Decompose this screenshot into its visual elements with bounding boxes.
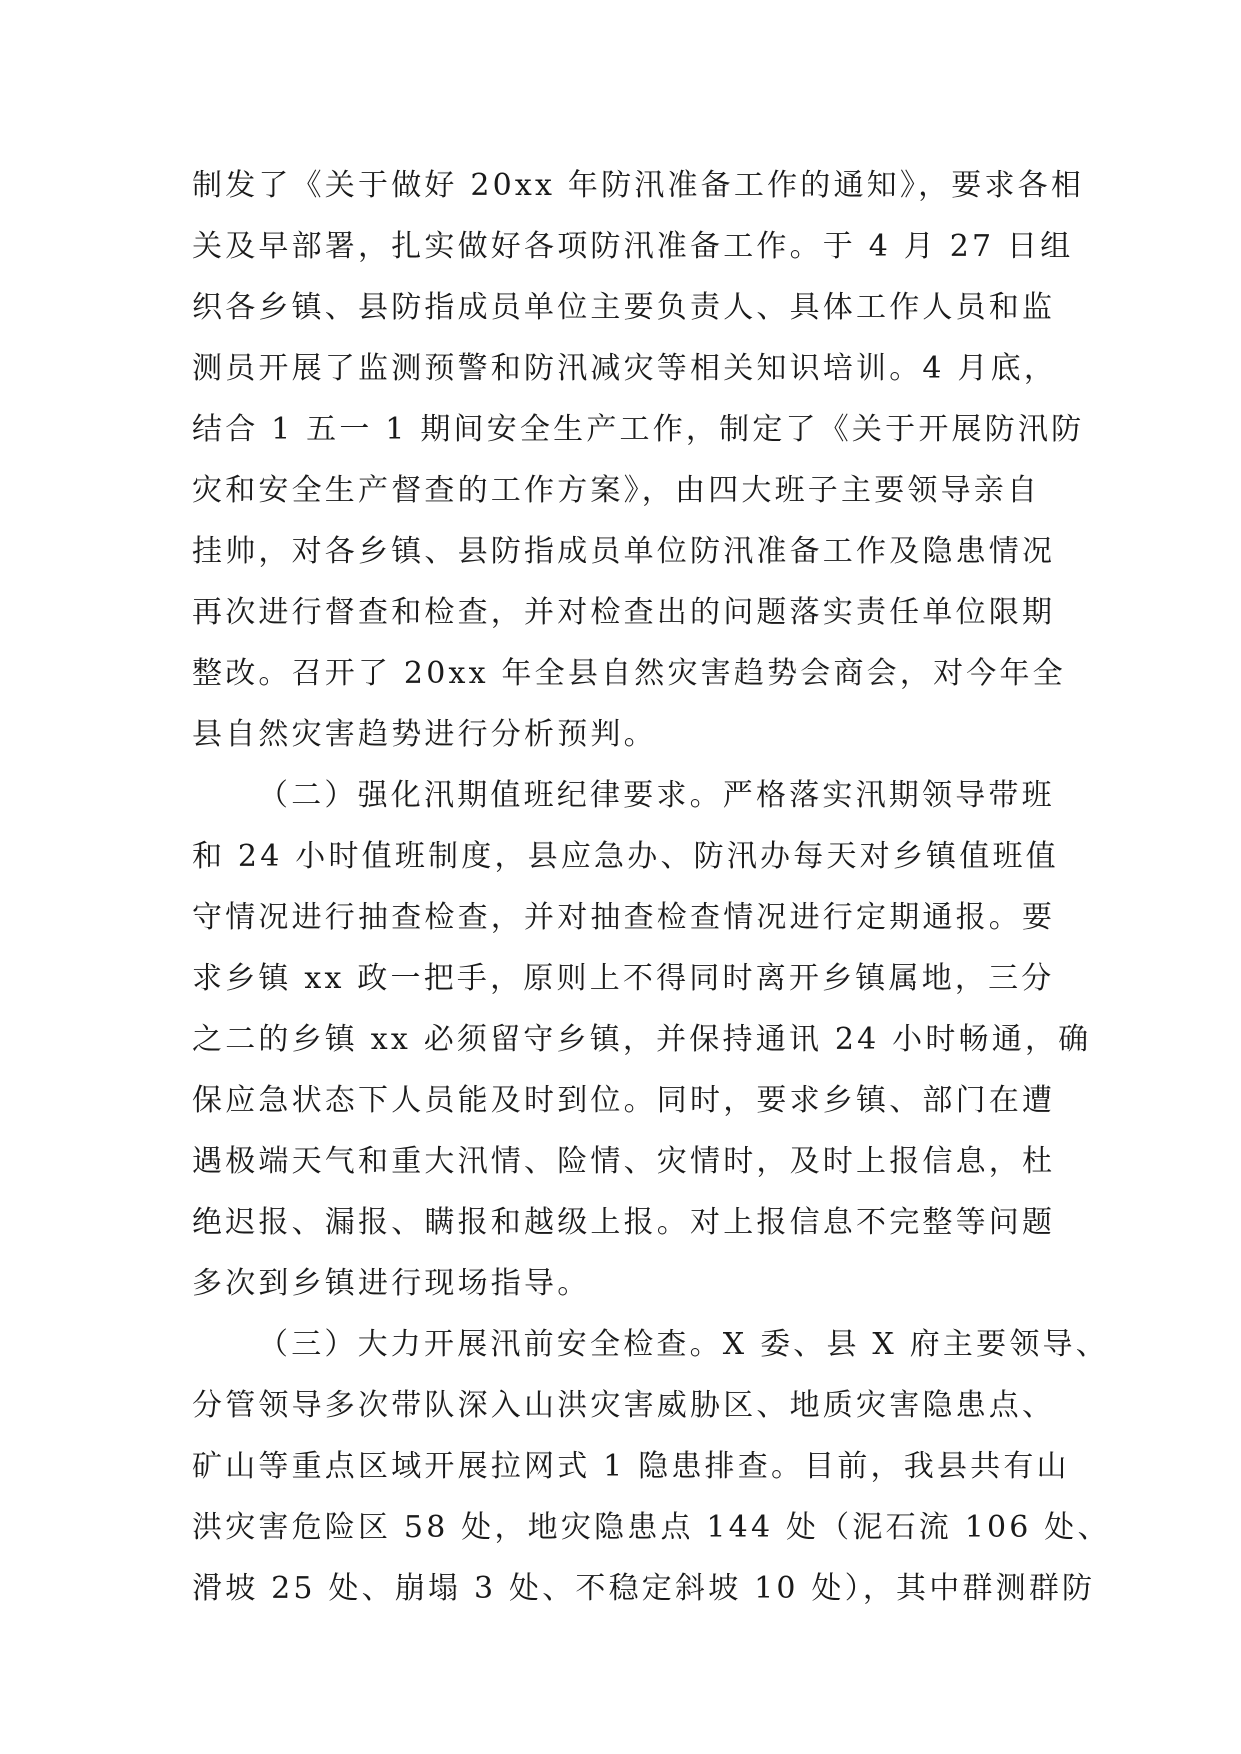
text-line: 和 24 小时值班制度，县应急办、防汛办每天对乡镇值班值 <box>192 839 1059 874</box>
text-line: 灾和安全生产督查的工作方案》，由四大班子主要领导亲自 <box>192 473 1041 508</box>
text-line: 守情况进行抽查检查，并对抽查检查情况进行定期通报。要 <box>192 900 1056 935</box>
text-line: 多次到乡镇进行现场指导。 <box>192 1266 591 1301</box>
text-line: 绝迟报、漏报、瞒报和越级上报。对上报信息不完整等问题 <box>192 1205 1056 1240</box>
text-line: 测员开展了监测预警和防汛减灾等相关知识培训。4 月底， <box>192 351 1058 386</box>
text-line: 挂帅，对各乡镇、县防指成员单位防汛准备工作及隐患情况 <box>192 534 1056 569</box>
text-line: 矿山等重点区域开展拉网式 1 隐患排查。目前，我县共有山 <box>192 1449 1070 1484</box>
text-line: 关及早部署，扎实做好各项防汛准备工作。于 4 月 27 日组 <box>192 229 1074 264</box>
text-line: 制发了《关于做好 20xx 年防汛准备工作的通知》，要求各相 <box>192 168 1085 203</box>
text-line: 分管领导多次带队深入山洪灾害威胁区、地质灾害隐患点、 <box>192 1388 1056 1423</box>
text-line: 求乡镇 xx 政一把手，原则上不得同时离开乡镇属地，三分 <box>192 961 1055 996</box>
text-line: 遇极端天气和重大汛情、险情、灾情时，及时上报信息，杜 <box>192 1144 1056 1179</box>
text-line: 县自然灾害趋势进行分析预判。 <box>192 717 657 752</box>
text-line: 整改。召开了 20xx 年全县自然灾害趋势会商会，对今年全 <box>192 656 1066 691</box>
text-line: 之二的乡镇 xx 必须留守乡镇，并保持通讯 24 小时畅通，确 <box>192 1022 1092 1057</box>
text-line: 织各乡镇、县防指成员单位主要负责人、具体工作人员和监 <box>192 290 1056 325</box>
text-line: 结合 1 五一 1 期间安全生产工作，制定了《关于开展防汛防 <box>192 412 1085 447</box>
section-heading-line: （二）强化汛期值班纪律要求。严格落实汛期领导带班 <box>258 778 1055 813</box>
text-line: 滑坡 25 处、崩塌 3 处、不稳定斜坡 10 处），其中群测群防 <box>192 1571 1096 1606</box>
text-line: 再次进行督查和检查，并对检查出的问题落实责任单位限期 <box>192 595 1056 630</box>
document-body <box>192 155 1111 1619</box>
text-line: 洪灾害危险区 58 处，地灾隐患点 144 处（泥石流 106 处、 <box>192 1510 1111 1545</box>
section-heading-line: （三）大力开展汛前安全检查。X 委、县 X 府主要领导、 <box>258 1327 1109 1362</box>
text-line: 保应急状态下人员能及时到位。同时，要求乡镇、部门在遭 <box>192 1083 1056 1118</box>
